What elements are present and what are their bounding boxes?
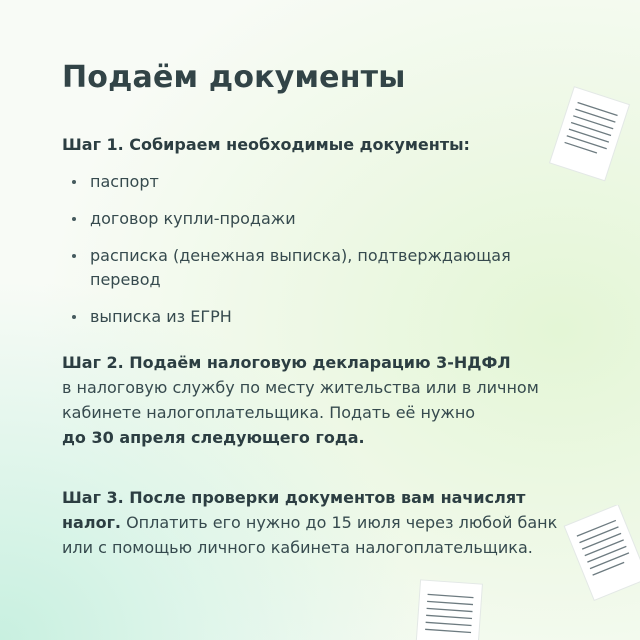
- bullet-icon: [72, 180, 76, 184]
- bullet-icon: [72, 217, 76, 221]
- step2-heading: Шаг 2. Подаём налоговую декларацию 3-НДФЛ: [62, 353, 511, 372]
- step3-block: [62, 485, 582, 560]
- bullet-icon: [72, 315, 76, 319]
- bullet-icon: [72, 254, 76, 258]
- step2-text: в налоговую службу по месту жительства или в личном кабинете налогоплательщика. Подать её нужно: [62, 378, 539, 422]
- step3-text: Оплатить его нужно до 15 июля через любой банк или с помощью личного кабинета налогоплательщика.: [62, 513, 558, 557]
- list-item: договор купли-продажи: [70, 207, 590, 231]
- step3-bold-word: налог.: [62, 513, 121, 532]
- document-paper-icon: [560, 505, 640, 605]
- document-paper-icon: [540, 85, 635, 185]
- page-title: Подаём документы: [62, 60, 406, 95]
- step1-heading: Шаг 1. Собираем необходимые документы:: [62, 135, 470, 154]
- list-item: паспорт: [70, 170, 590, 194]
- step2-deadline: до 30 апреля следующего года.: [62, 428, 365, 447]
- list-item: выписка из ЕГРН: [70, 305, 590, 329]
- documents-list: [70, 170, 590, 342]
- document-paper-icon: [400, 578, 500, 640]
- step3-heading: Шаг 3. После проверки документов вам начислят: [62, 488, 526, 507]
- step2-block: [62, 350, 582, 450]
- list-item: расписка (денежная выписка), подтверждающая перевод: [70, 244, 570, 292]
